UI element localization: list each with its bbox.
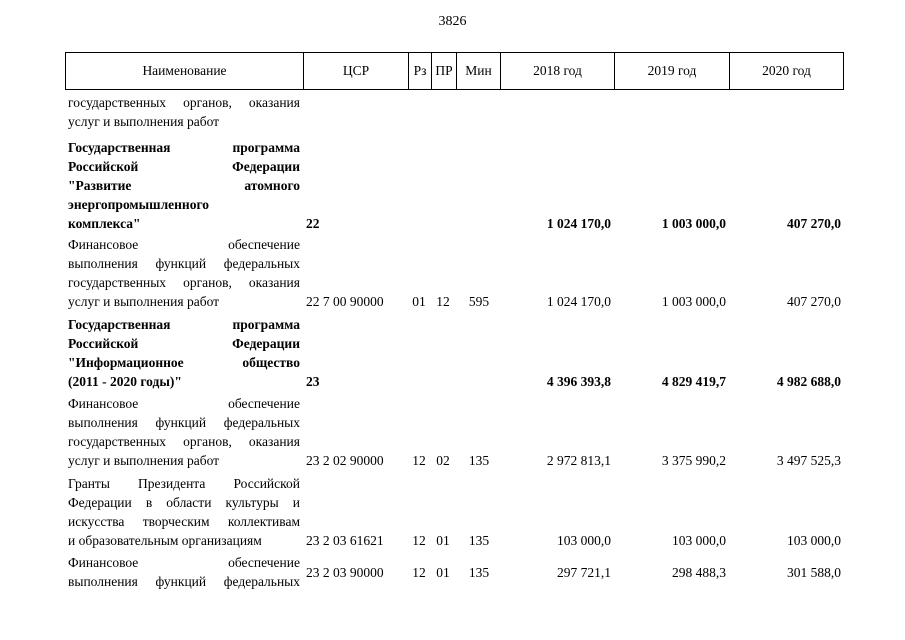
row-csr: 23 2 02 90000: [306, 453, 384, 468]
row-2019: 298 488,3: [672, 565, 726, 580]
header-2018: 2018 год: [501, 53, 615, 90]
row-name-line: услуг и выполнения работ: [68, 453, 220, 468]
row-2018: 297 721,1: [557, 565, 611, 580]
row-name-line: услуг и выполнения работ: [68, 294, 220, 309]
row-csr: 23: [306, 374, 320, 389]
row-name-line: Российской Федерации: [68, 336, 300, 351]
row-2019: 103 000,0: [672, 533, 726, 548]
row-name-line: выполнения функций федеральных: [68, 256, 300, 271]
row-pr: 12: [436, 294, 450, 309]
row-2019: 3 375 990,2: [661, 453, 726, 468]
row-name-line: и образовательным организациям: [68, 533, 262, 548]
row-name-line: услуг и выполнения работ: [68, 114, 220, 129]
row-2019: 4 829 419,7: [661, 374, 726, 389]
header-csr: ЦСР: [304, 53, 409, 90]
row-2019: 1 003 000,0: [661, 216, 726, 231]
row-min: 135: [468, 565, 490, 580]
row-name-line: Государственная программа: [68, 140, 300, 155]
row-name-line: Федерации в области культуры и: [68, 495, 300, 510]
row-2018: 2 972 813,1: [546, 453, 611, 468]
page-number: 3826: [438, 14, 467, 29]
row-name: [68, 315, 300, 391]
row-2020: 407 270,0: [787, 294, 841, 309]
row-csr: 23 2 03 61621: [306, 533, 384, 548]
row-csr: 23 2 03 90000: [306, 565, 384, 580]
row-2019: 1 003 000,0: [661, 294, 726, 309]
row-name-line: (2011 - 2020 годы)": [68, 374, 182, 389]
row-name-line: государственных органов, оказания: [68, 275, 300, 290]
row-name: [68, 553, 300, 591]
row-name-line: выполнения функций федеральных: [68, 415, 300, 430]
row-min: 135: [468, 533, 490, 548]
header-min: Мин: [457, 53, 501, 90]
row-csr: 22: [306, 216, 320, 231]
row-2018: 103 000,0: [557, 533, 611, 548]
row-2018: 4 396 393,8: [546, 374, 611, 389]
table-header: [65, 52, 844, 90]
row-rz: 12: [412, 453, 426, 468]
row-min: 135: [468, 453, 490, 468]
row-pr: 01: [436, 565, 450, 580]
row-2020: 407 270,0: [787, 216, 841, 231]
row-name-line: "Информационное общество: [68, 355, 300, 370]
row-2020: 4 982 688,0: [776, 374, 841, 389]
row-name: [68, 394, 300, 470]
header-rz: Рз: [409, 53, 432, 90]
row-rz: 12: [412, 565, 426, 580]
header-pr: ПР: [432, 53, 457, 90]
header-name: Наименование: [66, 53, 304, 90]
row-pr: 02: [436, 453, 450, 468]
row-name-line: выполнения функций федеральных: [68, 574, 300, 589]
row-name-line: Государственная программа: [68, 317, 300, 332]
row-name: [68, 235, 300, 311]
row-2018: 1 024 170,0: [546, 216, 611, 231]
row-name-line: государственных органов, оказания: [68, 434, 300, 449]
row-name-line: государственных органов, оказания: [68, 95, 300, 110]
row-name: [68, 93, 300, 131]
row-2020: 103 000,0: [787, 533, 841, 548]
row-2020: 3 497 525,3: [776, 453, 841, 468]
row-name: [68, 474, 300, 550]
header-2020: 2020 год: [730, 53, 844, 90]
row-name-line: Финансовое обеспечение: [68, 237, 300, 252]
row-name-line: энергопромышленного: [68, 197, 209, 212]
row-name-line: Финансовое обеспечение: [68, 555, 300, 570]
row-name-line: "Развитие атомного: [68, 178, 300, 193]
row-name-line: Российской Федерации: [68, 159, 300, 174]
row-rz: 01: [412, 294, 426, 309]
row-min: 595: [468, 294, 490, 309]
row-2020: 301 588,0: [787, 565, 841, 580]
row-name-line: Гранты Президента Российской: [68, 476, 300, 491]
row-name-line: Финансовое обеспечение: [68, 396, 300, 411]
row-name-line: искусства творческим коллективам: [68, 514, 300, 529]
row-name-line: комплекса": [68, 216, 141, 231]
row-csr: 22 7 00 90000: [306, 294, 384, 309]
row-2018: 1 024 170,0: [546, 294, 611, 309]
row-pr: 01: [436, 533, 450, 548]
row-rz: 12: [412, 533, 426, 548]
row-name: [68, 138, 300, 233]
header-2019: 2019 год: [615, 53, 730, 90]
